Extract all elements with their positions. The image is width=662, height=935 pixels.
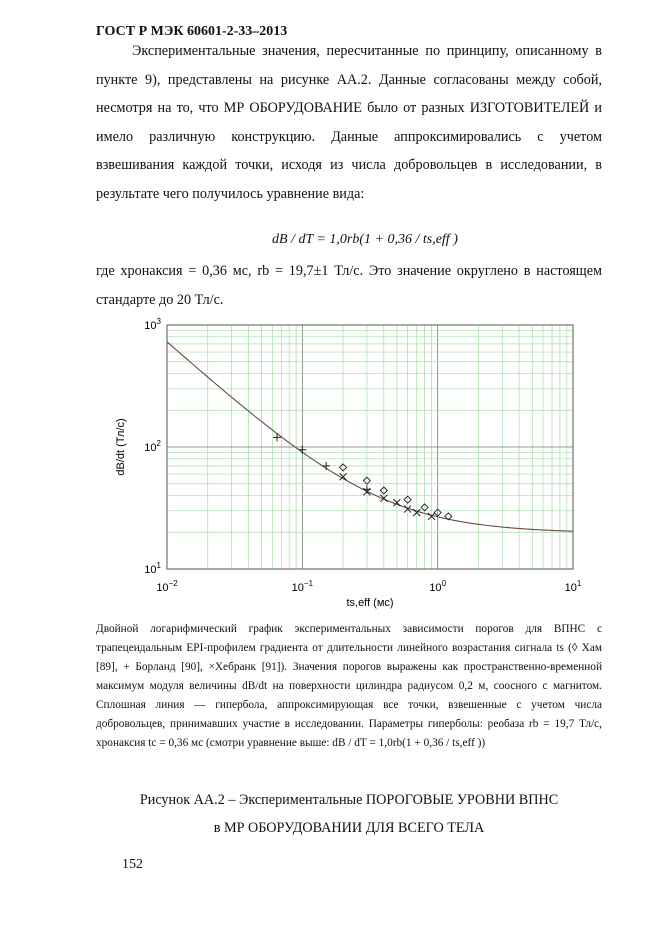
chart-grid: [167, 325, 573, 569]
hyperbola-fit-curve: [167, 342, 573, 531]
tick-labels: [144, 317, 582, 594]
x-tick-label: $10^0$: [429, 579, 447, 594]
x-axis-label: ts,eff (мс): [346, 597, 394, 609]
x-tick-label: $10^{-2}$: [156, 579, 178, 594]
plus-marker: [322, 462, 330, 470]
x-tick-label: $10^1$: [564, 579, 582, 594]
y-tick-label: $10^1$: [144, 561, 161, 576]
equation: dB / dT = 1,0rb(1 + 0,36 / ts,eff ): [272, 232, 458, 247]
paragraph-2: где хронаксия = 0,36 мс, rb = 19,7±1 Тл/с. Это значение округлено в настоящем стандарте до 20 Тл/с.: [96, 263, 602, 308]
paragraph-1-text: Экспериментальные значения, пересчитанные по принципу, описанному в пункте 9), представлены на рисунке АА.2. Данные согласованы между собой, несмотря на то, что МР ОБОРУДОВАНИЕ было от разных ИЗГОТОВИТЕЛЕЙ и имело различную конструкцию. Данные аппроксимировались с учетом взвешивания каждой точки, исходя из числа добровольцев в исследовании, в результате чего получилось уравнение вида:: [96, 43, 602, 202]
figure-title-line-1: Рисунок АА.2 – Экспериментальные ПОРОГОВЫЕ УРОВНИ ВПНС: [139, 792, 559, 808]
paragraph-1: [96, 37, 602, 209]
figure-caption: Двойной логарифмический график экспериментальных зависимости порогов для ВПНС с трапецеидальным EPI-профилем градиента от длительности линейного возрастания сигнала ts (◊ Хам [89], + Борланд [90], ×Хебранк [91]). Значения порогов выражены как пространственно-временной максимум модуля величины dB/dt на поверхности цилиндра радиусом 0,2 м, соосного с магнитом. Сплошная линия — гипербола, аппроксимирующая все точки, взвешенные с учетом числа добровольцев, принимавших участие в исследовании. Параметры гиперболы: реобаза rb = 19,7 Тл/с, хронаксия tc = 0,36 мс (смотри уравнение выше: dB / dT = 1,0rb(1 + 0,36 / ts,eff )): [96, 623, 602, 749]
y-axis-label: dB/dt (Тл/с): [115, 418, 127, 476]
figure-title-line-2: в МР ОБОРУДОВАНИИ ДЛЯ ВСЕГО ТЕЛА: [213, 820, 485, 836]
plus-marker: [273, 433, 281, 441]
y-tick-label: $10^3$: [144, 317, 161, 332]
threshold-chart: [0, 315, 662, 615]
document-header: ГОСТ Р МЭК 60601-2-33–2013: [96, 24, 288, 39]
x-tick-label: $10^{-1}$: [291, 579, 314, 594]
page-number: 152: [122, 857, 143, 872]
y-tick-label: $10^2$: [144, 439, 161, 454]
data-points: [273, 433, 452, 520]
